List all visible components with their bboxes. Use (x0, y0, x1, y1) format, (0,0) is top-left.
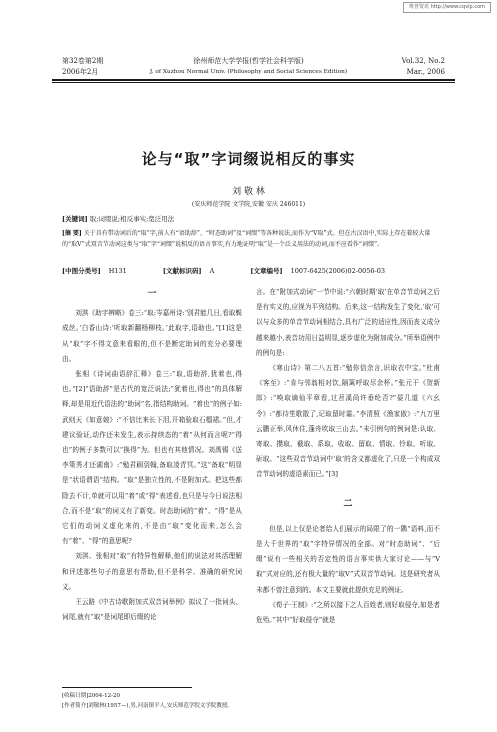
doc-code-value: A (209, 267, 215, 275)
article-number-label: [文章编号] (250, 267, 283, 275)
right-column (256, 285, 440, 725)
author-name: 刘 敬 林 (232, 187, 265, 197)
volume-cn: 第32卷第2期 (62, 57, 104, 65)
footnote-rule (62, 687, 192, 688)
journal-en: J. of Xuzhou Normal Univ. (Philosophy and Social Sciences Edition) (149, 69, 348, 75)
paragraph: 但是,以上仅是论者给人们展示的局限了的一隅“语料,而不是大千世界的“取”字特异情况的全部。对“时态助词”、“后缀”说有一些相关的否定性的语言事实供大家讨论——与“V取”式对应的,还有极大量的“取V”式双音节动词。这是研究者从未都不曾注意到的。本文主要就此提供充足的例证。 (256, 524, 440, 594)
header-rule-thin (52, 82, 455, 83)
author-bio: [作者简介]刘敬林(1957—),男,河南镇平人,安庆师范学院文学院教授。 (62, 703, 233, 709)
abstract (62, 228, 440, 250)
journal-cn: 徐州师范大学学报(哲学社会科学版) (193, 57, 304, 65)
abstract-text: 关于具有带动词后的“取”字,前人有“语助辞”、“时态助词”及“词缀”等各种说法,而作为“V取”式。但在古汉语中,实际上存在着较大量的“取V”式双音节动词这类与“取”字“词缀”说相反的语言事实,有力地证明“取”是一个泛义用法的动词,而不应看作“词缀”。 (62, 230, 431, 248)
date-cn: 2006年2月 (62, 68, 99, 76)
article-number-value: 1007-6425(2006)02-0056-03 (290, 267, 386, 275)
paragraph: 张相《诗词曲语辞汇释》卷三:“取,语助辞,犹着也,得也。”[2]“语助辞”是古代的宽泛说法;“犹着也,得也”的具体解释,却是用近代语法的“助词”名,指结构助词。“着也”的例子如:武则天《如意娘》:“不信比来长下泪,开箱验取石榴裙。”但,才建议验证,动作还未发生,表示持续态的“着”从何而言呢?“得也”的例子多数可以“换得”为。但也有其他情况。刘禹锡《送李策秀才还湖南》:“勉君刷羽翰,备取凌青冥。”这“备取”明显是“状语谓语”结构。“取”是独立性的,不是附加式。把这些都除去不计,单就可以用“着”或“得”表述看,也只是与今日说法相合,而不是“取”的词义有了新变。时态助词的“着”、“得”是从它们的动词义虚化来的,不是由“取”变化而来,怎么会有“着”、“得”的意思呢? (62, 370, 242, 546)
clc-value: H131 (108, 267, 127, 275)
paragraph: 《荀子·王制》:“之所以接下之人百姓者,则好取侵夺,如是者危殆。”其中“好取侵夺”就是 (256, 600, 440, 625)
author-affiliation: (安庆师范学院 文学院,安徽 安庆 246011) (191, 201, 306, 208)
keywords-text: 取;词缀说;相反事实;宽泛用法 (89, 215, 175, 223)
abstract-label: [摘 要] (62, 230, 82, 237)
date-en: Mar., 2006 (406, 68, 445, 76)
article-title: 论与“取”字词缀说相反的事实 (141, 150, 356, 168)
clc-label: [中图分类号] (62, 267, 101, 275)
keywords (62, 214, 174, 223)
doc-code-label: [文献标识码] (162, 267, 202, 275)
left-column (62, 283, 242, 683)
paragraph: 刘淇《助字辨略》卷三:“取:岑嘉州诗:‘别君能几日,看取鬓成丝。’白香山诗:‘听取新翻杨柳枝。’此取字,语助也。”[1]这是从“取”字不得文意来看眼的,但不是断定助词的充分必要理由。 (62, 309, 242, 363)
section-heading-2: 二 (343, 498, 353, 509)
watermark: 维普资讯 http://www.cqvip.com (403, 2, 491, 13)
section-heading-1: 一 (147, 289, 157, 299)
volume-en: Vol.32, No.2 (401, 57, 445, 65)
paragraph: 《寒山诗》第二八五首:“勉你信余言,识取衣中宝。”杜甫《客至》:“肯与邻翁相对饮,隔篱呼取尽余杯。”张元干《贺新郎》:“唤取谪仙平章看,过苕溪尚许垂纶否?”晏几道《六幺令》:“都待笙歌散了,记取留时霎。”李清照《渔家傲》:“九万里云鹏正举,风休住,蓬舟吹取三山去。”未引例句的例词是:认取、寄取、攒取、截取、系取、收取、留取、情取、怜取、听取、斫取。“这些双音节动词中‘取’的含义都虚化了,只是一个构成双音节动词的虚语素而已。”[3] (256, 364, 440, 479)
received-date: [收稿日期]2004-12-20 (62, 693, 121, 699)
classification-line (62, 266, 440, 275)
paragraph: 刘淇、张相对“取”有特异性解释,他们的说法对其活理解和评述那些句子的意思有帮助,但不是科学、准确的研究词义。 (62, 552, 242, 591)
paragraph: 言。在“附加式动词”一节中说:“六朝时期‘取’在单音节动词之后是有实义的,应视为平列结构。后来,这一结构发生了变化,‘取’可以与众多的单音节动词相结合,具有广泛的适应性,因而丧义成分越来越小,表音功用日益明显,逐步虚化为附加成分。”所举语例中的例句是: (256, 288, 440, 357)
paragraph: 王云路《中古诗歌附加式双音词举例》拟议了一批词头、词尾,就有“取”是词尾即后缀的论 (62, 598, 242, 622)
keywords-label: [关键词] (62, 215, 88, 223)
header-rule-thick (52, 79, 455, 81)
